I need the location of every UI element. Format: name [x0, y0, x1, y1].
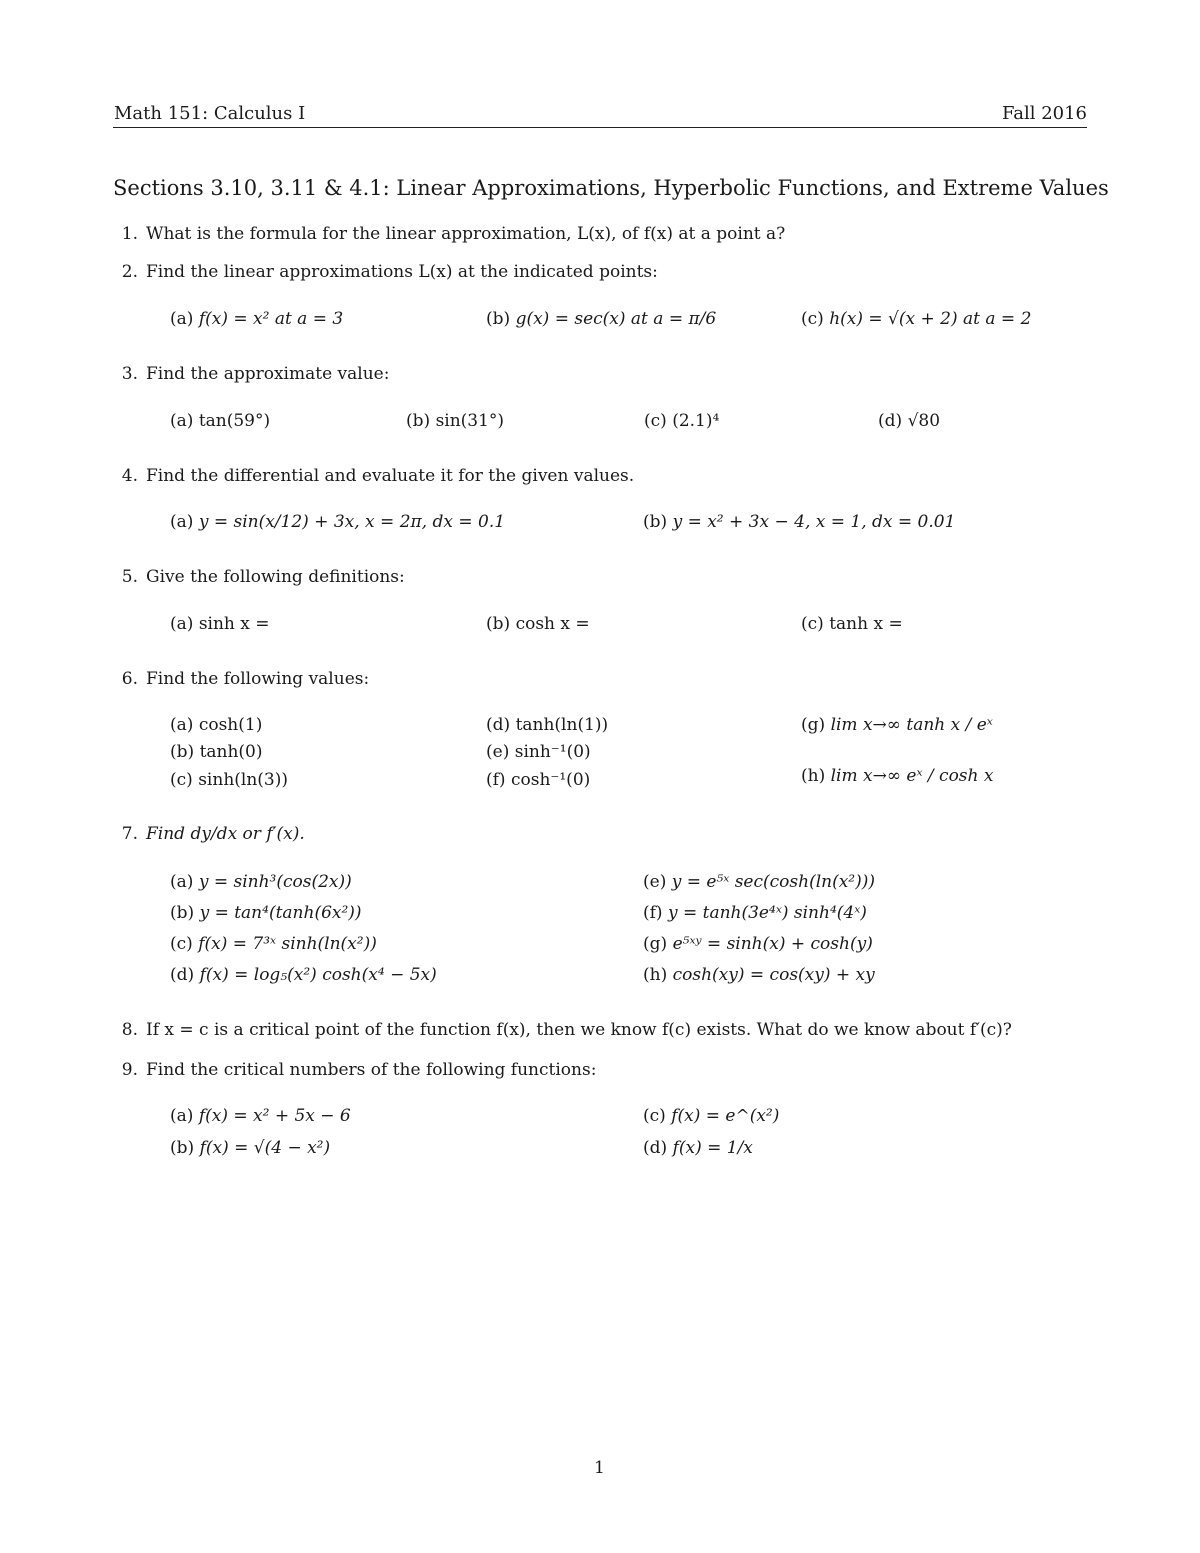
question-8: 8. If x = c is a critical point of the function f(x), then we know f(c) exists. What do we know about f′(c)? — [121, 1020, 1012, 1040]
item-7d: (d) f(x) = log₅(x²) cosh(x⁴ − 5x) — [170, 965, 437, 985]
question-text: What is the formula for the linear approximation, L(x), of f(x) at a point a? — [146, 224, 786, 244]
item-7g: (g) e⁵ˣʸ = sinh(x) + cosh(y) — [643, 934, 873, 954]
item-7a: (a) y = sinh³(cos(2x)) — [170, 872, 352, 892]
question-text: Find the differential and evaluate it for the given values. — [146, 466, 635, 486]
item-9d: (d) f(x) = 1/x — [643, 1138, 753, 1158]
question-text: Find the critical numbers of the following functions: — [146, 1060, 597, 1080]
item-7b: (b) y = tan⁴(tanh(6x²)) — [170, 903, 362, 923]
item-4b: (b) y = x² + 3x − 4, x = 1, dx = 0.01 — [643, 512, 956, 532]
question-4: 4. Find the differential and evaluate it for the given values. — [121, 466, 635, 486]
item-6f: (f) cosh⁻¹(0) — [486, 770, 591, 790]
question-text: Find the linear approximations L(x) at the indicated points: — [146, 262, 658, 282]
item-2c: (c) h(x) = √(x + 2) at a = 2 — [801, 309, 1032, 329]
question-7: 7. Find dy/dx or f′(x). — [121, 824, 305, 844]
item-7f: (f) y = tanh(3e⁴ˣ) sinh⁴(4ˣ) — [643, 903, 867, 923]
question-text: Find the approximate value: — [146, 364, 390, 384]
item-3a: (a) tan(59°) — [170, 411, 271, 431]
item-2b: (b) g(x) = sec(x) at a = π/6 — [486, 309, 717, 329]
item-3b: (b) sin(31°) — [406, 411, 505, 431]
item-9c: (c) f(x) = e^(x²) — [643, 1106, 780, 1126]
term: Fall 2016 — [1001, 103, 1087, 124]
item-6g: (g) lim x→∞ tanh x / eˣ — [801, 715, 993, 735]
item-6d: (d) tanh(ln(1)) — [486, 715, 609, 735]
question-2: 2. Find the linear approximations L(x) at the indicated points: — [121, 262, 658, 282]
item-6b: (b) tanh(0) — [170, 742, 263, 762]
page-number: 1 — [594, 1458, 605, 1478]
question-3: 3. Find the approximate value: — [121, 364, 390, 384]
item-6a: (a) cosh(1) — [170, 715, 263, 735]
question-1: 1. What is the formula for the linear approximation, L(x), of f(x) at a point a? — [121, 224, 786, 244]
item-5b: (b) cosh x = — [486, 614, 590, 634]
question-5: 5. Give the following definitions: — [121, 567, 405, 587]
item-7c: (c) f(x) = 7³ˣ sinh(ln(x²)) — [170, 934, 377, 954]
item-6e: (e) sinh⁻¹(0) — [486, 742, 591, 762]
item-3c: (c) (2.1)⁴ — [644, 411, 720, 431]
item-3d: (d) √80 — [878, 411, 941, 431]
header-rule — [113, 127, 1087, 128]
question-text: If x = c is a critical point of the function f(x), then we know f(c) exists. What do we know about f′(c)? — [146, 1020, 1012, 1040]
item-6h: (h) lim x→∞ eˣ / cosh x — [801, 766, 994, 786]
item-5a: (a) sinh x = — [170, 614, 270, 634]
item-9b: (b) f(x) = √(4 − x²) — [170, 1138, 331, 1158]
question-text: Find the following values: — [146, 669, 370, 689]
item-5c: (c) tanh x = — [801, 614, 903, 634]
item-7h: (h) cosh(xy) = cos(xy) + xy — [643, 965, 875, 985]
item-7e: (e) y = e⁵ˣ sec(cosh(ln(x²))) — [643, 872, 876, 892]
question-text: Find dy/dx or f′(x). — [146, 824, 305, 844]
page-title: Sections 3.10, 3.11 & 4.1: Linear Approximations, Hyperbolic Functions, and Extreme Values — [113, 176, 1109, 200]
item-4a: (a) y = sin(x/12) + 3x, x = 2π, dx = 0.1 — [170, 512, 506, 532]
item-6c: (c) sinh(ln(3)) — [170, 770, 288, 790]
question-6: 6. Find the following values: — [121, 669, 370, 689]
item-2a: (a) f(x) = x² at a = 3 — [170, 309, 344, 329]
question-9: 9. Find the critical numbers of the following functions: — [121, 1060, 597, 1080]
course-title: Math 151: Calculus I — [114, 103, 306, 124]
question-text: Give the following definitions: — [146, 567, 405, 587]
item-9a: (a) f(x) = x² + 5x − 6 — [170, 1106, 351, 1126]
